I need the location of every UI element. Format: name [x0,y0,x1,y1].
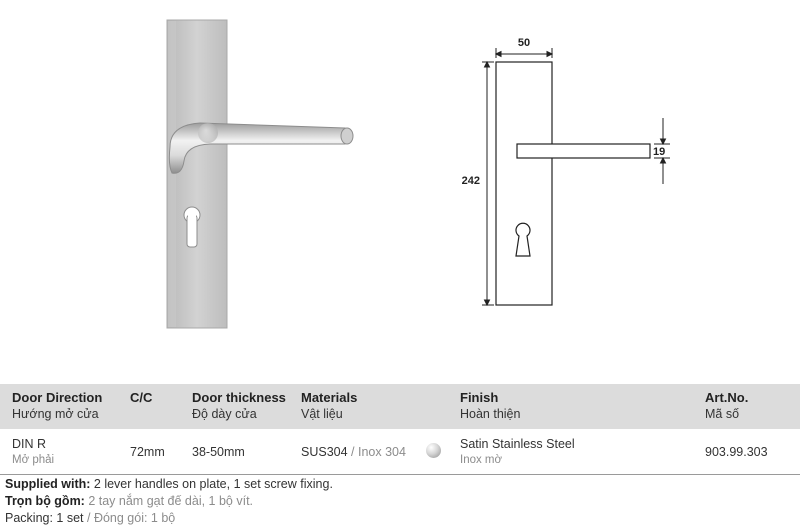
finish-swatch-icon [426,443,441,458]
spec-table [0,384,800,475]
packing-line: Packing: 1 set / Đóng gói: 1 bộ [5,511,176,525]
header-door-thickness: Door thickness Độ dày cửa [192,384,301,429]
drawing-plate-outline [496,62,552,305]
header-door-direction: Door Direction Hướng mở cửa [0,384,130,429]
cell-door-direction: DIN R Mở phải [12,437,55,466]
table-row [0,429,800,475]
supplied-with-line: Supplied with: 2 lever handles on plate, 1 set screw fixing. [5,477,333,491]
header-cc: C/C [130,384,192,429]
height-dimension-label: 242 [461,175,480,187]
drawing-lever-outline [517,144,650,158]
drawing-keyhole [516,223,530,256]
cell-art-no: 903.99.303 [705,445,768,459]
lever-dimension-label: 19 [653,146,666,158]
cell-door-thickness: 38-50mm [192,445,245,459]
technical-drawing [450,30,690,320]
cell-materials: SUS304 / Inox 304 [301,445,406,459]
tron-bo-gom-line: Trọn bộ gồm: 2 tay nắm gạt đế dài, 1 bộ vít. [5,494,254,508]
spec-table-header [0,384,800,429]
header-art-no: Art.No. Mã số [705,384,800,429]
header-finish: Finish Hoàn thiện [460,384,705,429]
header-materials: Materials Vật liệu [301,384,426,429]
cell-cc: 72mm [130,445,165,459]
product-notes [5,476,333,527]
width-dimension-label: 50 [517,37,531,49]
cell-finish: Satin Stainless Steel Inox mờ [460,437,575,466]
product-photo [150,15,370,335]
